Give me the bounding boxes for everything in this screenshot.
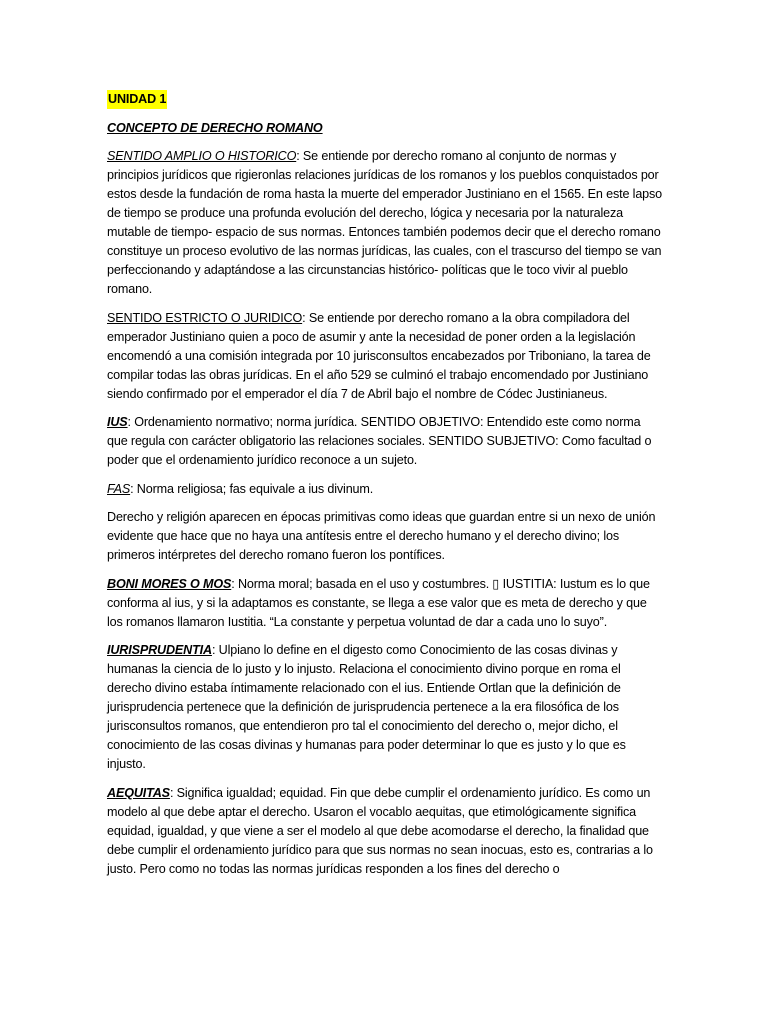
section-title-block	[107, 119, 663, 138]
term-boni-mores: BONI MORES O MOS	[107, 576, 232, 591]
section-title: CONCEPTO DE DERECHO ROMANO	[107, 120, 323, 135]
document-page	[107, 90, 663, 888]
paragraph-boni-mores	[107, 575, 663, 632]
paragraph-sentido-estricto	[107, 309, 663, 404]
paragraph-text: : Norma religiosa; fas equivale a ius divinum.	[130, 481, 374, 496]
paragraph-text: : Norma moral; basada en el uso y costumbres. ▯ IUSTITIA: Iustum es lo que conforma al ius, y si la adaptamos es constante, se llega a ese valor que es meta de derecho y que los romanos llamaron Iustitia. “La constante y perpetua voluntad de dar a cada uno lo suyo”.	[107, 576, 650, 629]
term-fas: FAS	[107, 481, 131, 496]
term-aequitas: AEQUITAS	[107, 785, 170, 800]
term-iurisprudentia: IURISPRUDENTIA	[107, 643, 212, 657]
paragraph-derecho-religion	[107, 508, 663, 565]
paragraph-text: : Se entiende por derecho romano al conjunto de normas y principios jurídicos que rigieronlas relaciones jurídicas de los romanos y los pueblos conquistados por estos desde la fundación de roma hasta la muerte del emperador Justiniano en el 1565. En este lapso de tiempo se produce una profunda evolución del derecho, lógica y necesaria por la naturaleza mutable de tiempo- espacio de sus normas. Entonces también podemos decir que el derecho romano constituye un proceso evolutivo de las normas jurídicas, las cuales, con el trascurso del tiempo se van perfeccionando y adaptándose a las circunstancias histórico- políticas que le toco vivir al pueblo romano.	[107, 149, 663, 296]
term-ius: IUS	[107, 415, 128, 429]
paragraph-text: : Significa igualdad; equidad. Fin que debe cumplir el ordenamiento jurídico. Es como un modelo al que debe aptar el derecho. Usaron el vocablo aequitas, que etimológicamente significa equidad, igualdad, y que viene a ser el modelo al que debe acomodarse el derecho, la finalidad que debe cumplir el ordenamiento jurídico para que sus normas no sean inocuas, esto es, contrarias a lo justo. Pero como no todas las normas jurídicas responden a los fines del derecho o	[107, 785, 653, 876]
paragraph-fas	[107, 480, 663, 499]
paragraph-iurisprudentia	[107, 641, 663, 774]
paragraph-text: : Ulpiano lo define en el digesto como Conocimiento de las cosas divinas y humanas la ciencia de lo justo y lo injusto. Relaciona el conocimiento divino porque en roma el derecho divino estaba íntimamente relacionado con el ius. Entiende Ortlan que la definición de jurisprudencia pertenece que la definición de jurisprudencia pertenece a la era filosófica de los jurisconsultos romanos, que entendieron pro tal el conocimiento del derecho o, mejor dicho, el conocimiento de las cosas divinas y humanas para poder determinar lo que es justo y lo que es injusto.	[107, 643, 626, 771]
unit-title: UNIDAD 1	[107, 90, 167, 109]
paragraph-sentido-amplio	[107, 147, 663, 299]
term-sentido-estricto: SENTIDO ESTRICTO O JURIDICO	[107, 310, 303, 325]
paragraph-aequitas	[107, 784, 663, 879]
paragraph-text: : Se entiende por derecho romano a la obra compiladora del emperador Justiniano quien a poco de asumir y ante la necesidad de poner orden a la legislación encomendó a una comisión integrada por 10 jurisconsultos encabezados por Triboniano, la tarea de compilar todas las obras jurídicas. En el año 529 se culminó el trabajo encomendado por Justiniano siendo confirmado por el emperador el día 7 de Abril bajo el nombre de Códec Justinianeus.	[107, 310, 651, 401]
paragraph-text: Derecho y religión aparecen en épocas primitivas como ideas que guardan entre si un nexo de unión evidente que hace que no haya una antítesis entre el derecho humano y el derecho divino; los primeros intérpretes del derecho romano fueron los pontífices.	[107, 510, 656, 562]
unit-heading-block	[107, 90, 663, 109]
term-sentido-amplio: SENTIDO AMPLIO O HISTORICO	[107, 149, 297, 163]
paragraph-text: : Ordenamiento normativo; norma jurídica. SENTIDO OBJETIVO: Entendido este como norma que regula con carácter obligatorio las relaciones sociales. SENTIDO SUBJETIVO: Como facultad o poder que el ordenamiento jurídico reconoce a un sujeto.	[107, 415, 652, 467]
paragraph-ius	[107, 413, 663, 470]
